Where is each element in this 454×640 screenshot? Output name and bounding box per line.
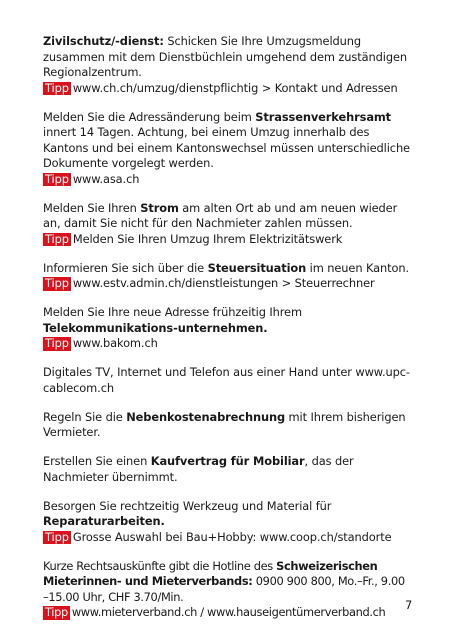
tipp-link[interactable]: www.bakom.ch: [72, 336, 158, 350]
tipp-badge: Tipp: [45, 80, 69, 95]
paragraph-text: Melden Sie Ihren: [43, 200, 141, 215]
paragraph-text: Digitales TV, Internet und Telefon aus einer Hand unter www.upc-cablecom.ch: [43, 365, 410, 395]
tipp-line: [43, 81, 413, 97]
tipp-badge: Tipp: [45, 336, 69, 350]
bold-term: Nebenkostenabrechnung: [126, 409, 286, 424]
paragraph-text: 0900 900 800, Mo.–Fr., 9.00 –15.00 Uhr, CHF 3.70/Min.: [43, 574, 405, 604]
paragraph-text: innert 14 Tagen. Achtung, bei einem Umzug innerhalb des Kantons und bei einem Kantonswechsel müssen unterschiedliche Dokumente vorgelegt werden.: [43, 125, 410, 170]
paragraph-text: Kurze Rechtsauskünfte gibt die Hotline des: [43, 558, 277, 573]
paragraph-text: am alten Ort ab und am neuen wieder an, damit Sie nicht für den Nachmieter zahlen müssen.: [43, 200, 398, 230]
tipp-link[interactable]: www.mieterverband.ch / www.hauseigentümerverband.ch: [71, 605, 386, 619]
tipp-link[interactable]: www.asa.ch: [72, 171, 140, 186]
tipp-link[interactable]: www.estv.admin.ch/dienstleistungen > Steuerrechner: [72, 276, 375, 290]
tipp-line: [43, 276, 413, 292]
paragraph-reparaturarbeiten: [43, 499, 413, 546]
paragraph-steuersituation: [43, 261, 413, 292]
paragraph-mieterverband: [43, 559, 413, 621]
paragraph-text: im neuen Kanton.: [306, 260, 409, 275]
bold-term: Strom: [140, 200, 179, 215]
paragraph-text: Erstellen Sie einen: [43, 454, 151, 468]
paragraph-telekommunikation: [43, 305, 413, 352]
paragraph-text: Besorgen Sie rechtzeitig Werkzeug und Material für: [43, 498, 332, 513]
bold-term: Schweizerischen Mieterinnen- und Mieterverbands:: [43, 558, 378, 588]
bold-term: Strassenverkehrsamt: [255, 109, 392, 124]
bold-term: Reparaturarbeiten.: [43, 514, 165, 528]
paragraph-text: mit Ihrem bisherigen Vermieter.: [43, 409, 406, 439]
tipp-link[interactable]: www.ch.ch/umzug/dienstpflichtig > Kontakt und Adressen: [72, 80, 398, 95]
paragraph-text: Melden Sie die Adressänderung beim: [43, 109, 256, 124]
page-number: 7: [405, 598, 413, 612]
tipp-badge: Tipp: [45, 529, 69, 544]
page-content: [43, 34, 413, 634]
paragraph-strom: [43, 201, 413, 248]
bold-term: Steuersituation: [207, 260, 307, 275]
bold-term: Zivilschutz/-dienst:: [43, 34, 164, 48]
tipp-line: [43, 232, 413, 248]
paragraph-text: Informieren Sie sich über die: [43, 260, 208, 275]
paragraph-strassenverkehrsamt: [43, 110, 413, 188]
paragraph-kaufvertrag: [43, 454, 413, 485]
paragraph-text: Regeln Sie die: [43, 409, 127, 424]
tipp-badge: Tipp: [45, 276, 69, 290]
tipp-line: [43, 530, 413, 546]
tipp-badge: Tipp: [45, 231, 69, 246]
tipp-badge: Tipp: [45, 605, 68, 619]
tipp-text: Grosse Auswahl bei Bau+Hobby: www.coop.ch/standorte: [72, 529, 392, 544]
paragraph-zivilschutz: [43, 34, 413, 96]
tipp-line: [43, 336, 413, 352]
paragraph-nebenkosten: [43, 410, 413, 441]
paragraph-digitales-tv: [43, 365, 413, 396]
tipp-text: Melden Sie Ihren Umzug Ihrem Elektrizitätswerk: [72, 231, 343, 246]
paragraph-text: Schicken Sie Ihre Umzugsmeldung zusammen mit dem Dienstbüchlein umgehend dem zuständigen Regionalzentrum.: [43, 34, 407, 79]
tipp-line: [43, 605, 413, 621]
bold-term: Telekommunikations-unternehmen.: [43, 320, 268, 335]
bold-term: Kaufvertrag für Mobiliar: [150, 454, 305, 468]
paragraph-text: Melden Sie Ihre neue Adresse frühzeitig Ihrem: [43, 305, 302, 319]
paragraph-text: , das der Nachmieter übernimmt.: [43, 454, 354, 484]
tipp-badge: Tipp: [45, 171, 69, 186]
tipp-line: [43, 172, 413, 188]
